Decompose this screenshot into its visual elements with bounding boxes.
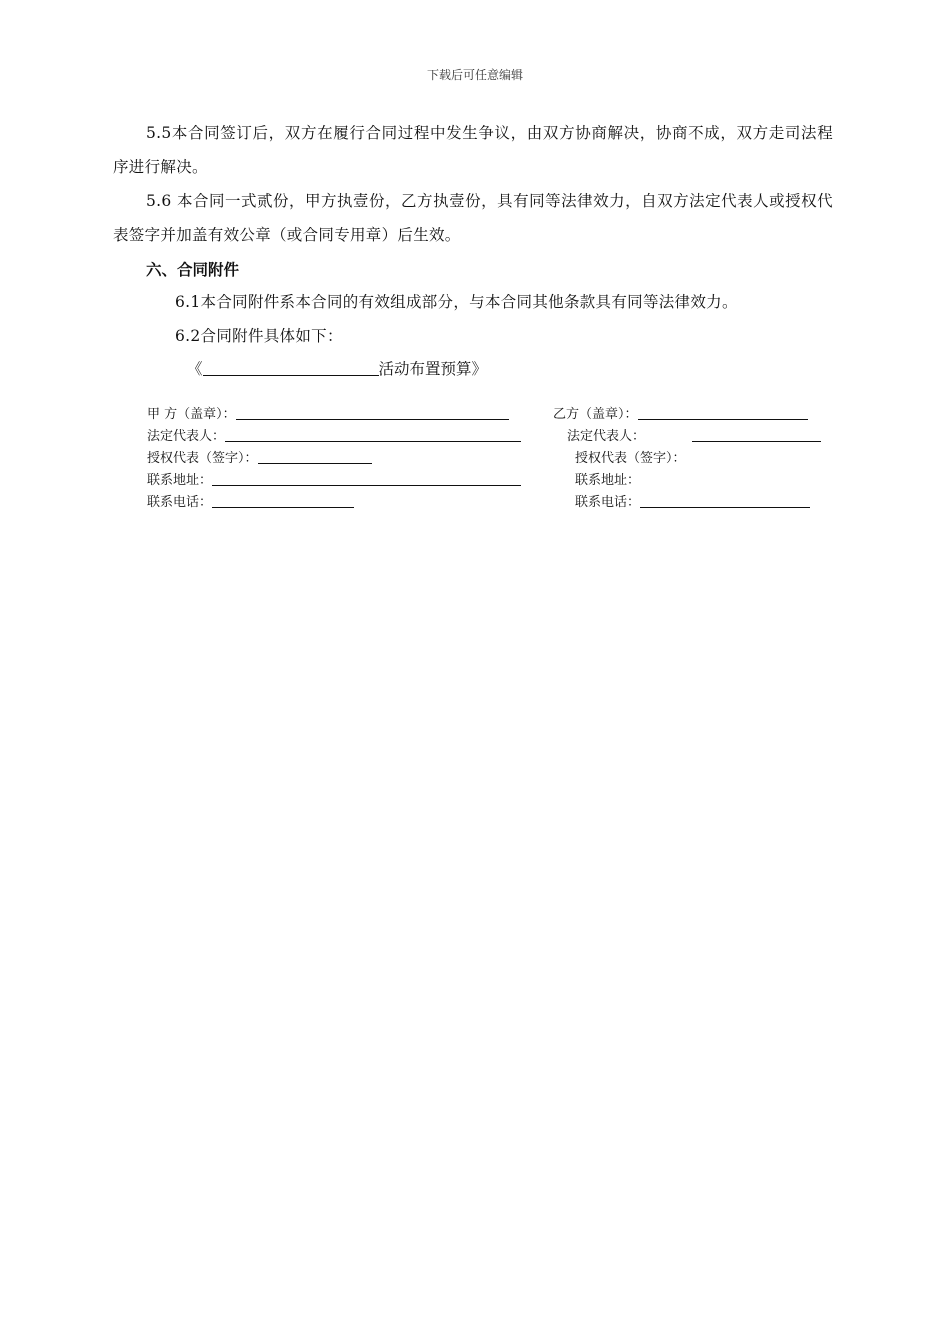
page-header: 下载后可任意编辑 <box>426 68 523 82</box>
party-b-address-label: 联系地址： <box>575 473 641 488</box>
party-a-legal-rep-row <box>147 425 521 444</box>
party-b-phone-label: 联系电话： <box>575 495 641 510</box>
party-b-auth-rep-row <box>575 447 686 466</box>
section-6-title: 六、合同附件 <box>146 261 240 279</box>
party-a-seal-row <box>147 403 509 422</box>
attachment-line <box>187 357 487 379</box>
party-b-address-row <box>575 469 640 488</box>
attachment-suffix: 活动布置预算》 <box>378 360 488 378</box>
party-b-seal-label: 乙方（盖章）： <box>553 407 638 422</box>
party-b-auth-rep-label: 授权代表（签字）： <box>575 451 686 466</box>
attachment-name-field[interactable] <box>203 361 379 376</box>
clause-6-1: 6.1本合同附件系本合同的有效组成部分，与本合同其他条款具有同等法律效力。 <box>175 293 738 311</box>
clause-5-5: 5.5本合同签订后，双方在履行合同过程中发生争议，由双方协商解决，协商不成，双方走司法程序进行解决。 <box>113 124 833 176</box>
clause-5-6: 5.6 本合同一式贰份，甲方执壹份，乙方执壹份，具有同等法律效力，自双方法定代表人或授权代表签字并加盖有效公章（或合同专用章）后生效。 <box>113 192 833 244</box>
party-a-address-row <box>147 469 521 488</box>
clause-6-2: 6.2合同附件具体如下： <box>175 327 343 345</box>
party-a-legal-rep-label: 法定代表人： <box>147 429 226 444</box>
attachment-open-bracket: 《 <box>187 360 203 378</box>
party-b-legal-rep-label: 法定代表人： <box>567 429 646 444</box>
party-b-seal-row <box>553 403 808 422</box>
party-b-legal-rep-field[interactable] <box>692 429 821 442</box>
party-a-auth-rep-field[interactable] <box>258 451 372 464</box>
party-a-address-field[interactable] <box>212 473 521 486</box>
party-a-legal-rep-field[interactable] <box>225 429 521 442</box>
party-b-seal-field[interactable] <box>638 407 808 420</box>
party-b-legal-rep-row <box>567 425 821 444</box>
party-b-phone-field[interactable] <box>640 495 810 508</box>
party-a-phone-field[interactable] <box>212 495 354 508</box>
party-a-seal-field[interactable] <box>236 407 509 420</box>
party-a-auth-rep-row <box>147 447 372 466</box>
party-a-phone-label: 联系电话： <box>147 495 213 510</box>
party-a-auth-rep-label: 授权代表（签字）： <box>147 451 258 466</box>
party-a-phone-row <box>147 491 354 510</box>
party-a-address-label: 联系地址： <box>147 473 213 488</box>
party-a-seal-label: 甲 方（盖章）： <box>147 407 236 422</box>
party-b-phone-row <box>575 491 810 510</box>
